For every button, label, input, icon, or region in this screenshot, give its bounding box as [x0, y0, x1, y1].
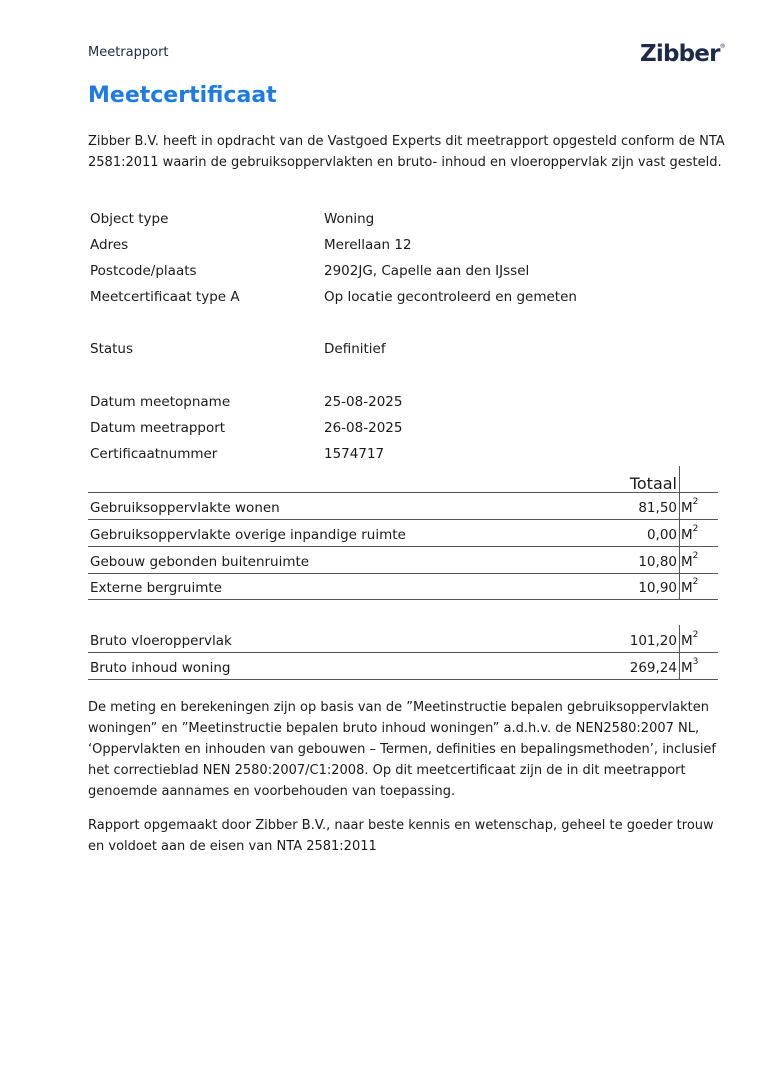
row-value: 10,80: [638, 554, 677, 570]
row-label: Gebruiksoppervlakte overige inpandige ruimte: [90, 527, 406, 543]
logo-text: Zibber: [640, 41, 720, 67]
row-value: 10,90: [638, 580, 677, 596]
row-label: Bruto inhoud woning: [90, 660, 231, 676]
row-unit: $M^2$: [681, 577, 699, 596]
info-label: Datum meetrapport: [90, 420, 226, 436]
table-row: [88, 493, 718, 520]
logo-registered-mark: ®: [719, 43, 725, 50]
info-label: Certificaatnummer: [90, 446, 218, 462]
info-label: Meetcertificaat type A: [90, 289, 240, 305]
info-value: 1574717: [324, 446, 385, 462]
info-label: Object type: [90, 211, 169, 227]
row-value: 0,00: [646, 527, 677, 543]
info-value: Merellaan 12: [324, 237, 412, 253]
info-label: Postcode/plaats: [90, 263, 197, 279]
report-type-label: Meetrapport: [88, 45, 169, 60]
info-value: 26-08-2025: [324, 420, 403, 436]
row-unit: $M^3$: [681, 657, 699, 676]
row-label: Gebouw gebonden buitenruimte: [90, 554, 310, 570]
row-label: Externe bergruimte: [90, 580, 222, 596]
info-label: Status: [90, 341, 134, 357]
row-label: Gebruiksoppervlakte wonen: [90, 500, 280, 516]
methods-paragraph: De meting en berekeningen zijn op basis van de ”Meetinstructie bepalen gebruiksoppervlakten woningen” en ”Meetinstructie bepalen bruto inhoud woningen” a.d.h.v. de NEN2580:2007 NL, ‘Oppervlakten en inhouden van gebouwen – Termen, definities en bepalingsmethoden’, inclusief het correctieblad NEN 2580:2007/C1:2008. Op dit meetcertificaat zijn de in dit meetrapport genoemde aannames en voorbehouden van toepassing.: [88, 700, 716, 799]
intro-paragraph: Zibber B.V. heeft in opdracht van de Vastgoed Experts dit meetrapport opgesteld conform de NTA 2581:2011 waarin de gebruiksoppervlakten en bruto- inhoud en vloeroppervlak zijn vast gesteld.: [88, 134, 725, 170]
table-row: [88, 520, 718, 547]
table-row: [88, 626, 718, 653]
info-label: Adres: [90, 237, 129, 253]
info-value: Op locatie gecontroleerd en gemeten: [324, 289, 577, 305]
row-value: 269,24: [629, 660, 677, 676]
page-title: Meetcertificaat: [88, 83, 277, 108]
table-row: [88, 573, 718, 600]
table-row: [88, 653, 718, 680]
row-unit: $M^2$: [681, 497, 699, 516]
footer-note-paragraph: Rapport opgemaakt door Zibber B.V., naar beste kennis en wetenschap, geheel te goeder trouw en voldoet aan de eisen van NTA 2581:2011: [88, 818, 714, 854]
row-value: 101,20: [629, 633, 677, 649]
row-label: Bruto vloeroppervlak: [90, 633, 232, 649]
row-value: 81,50: [638, 500, 677, 516]
total-column-header: Totaal: [629, 474, 677, 493]
info-label: Datum meetopname: [90, 394, 231, 410]
table-row: [88, 547, 718, 574]
row-unit: $M^2$: [681, 524, 699, 543]
row-unit: $M^2$: [681, 630, 699, 649]
info-value: 25-08-2025: [324, 394, 403, 410]
info-value: 2902JG, Capelle aan den IJssel: [324, 263, 530, 279]
table-header: [88, 466, 718, 493]
info-value: Woning: [324, 211, 375, 227]
info-value: Definitief: [324, 341, 386, 357]
zibber-logo: [640, 41, 725, 67]
row-unit: $M^2$: [681, 551, 699, 570]
